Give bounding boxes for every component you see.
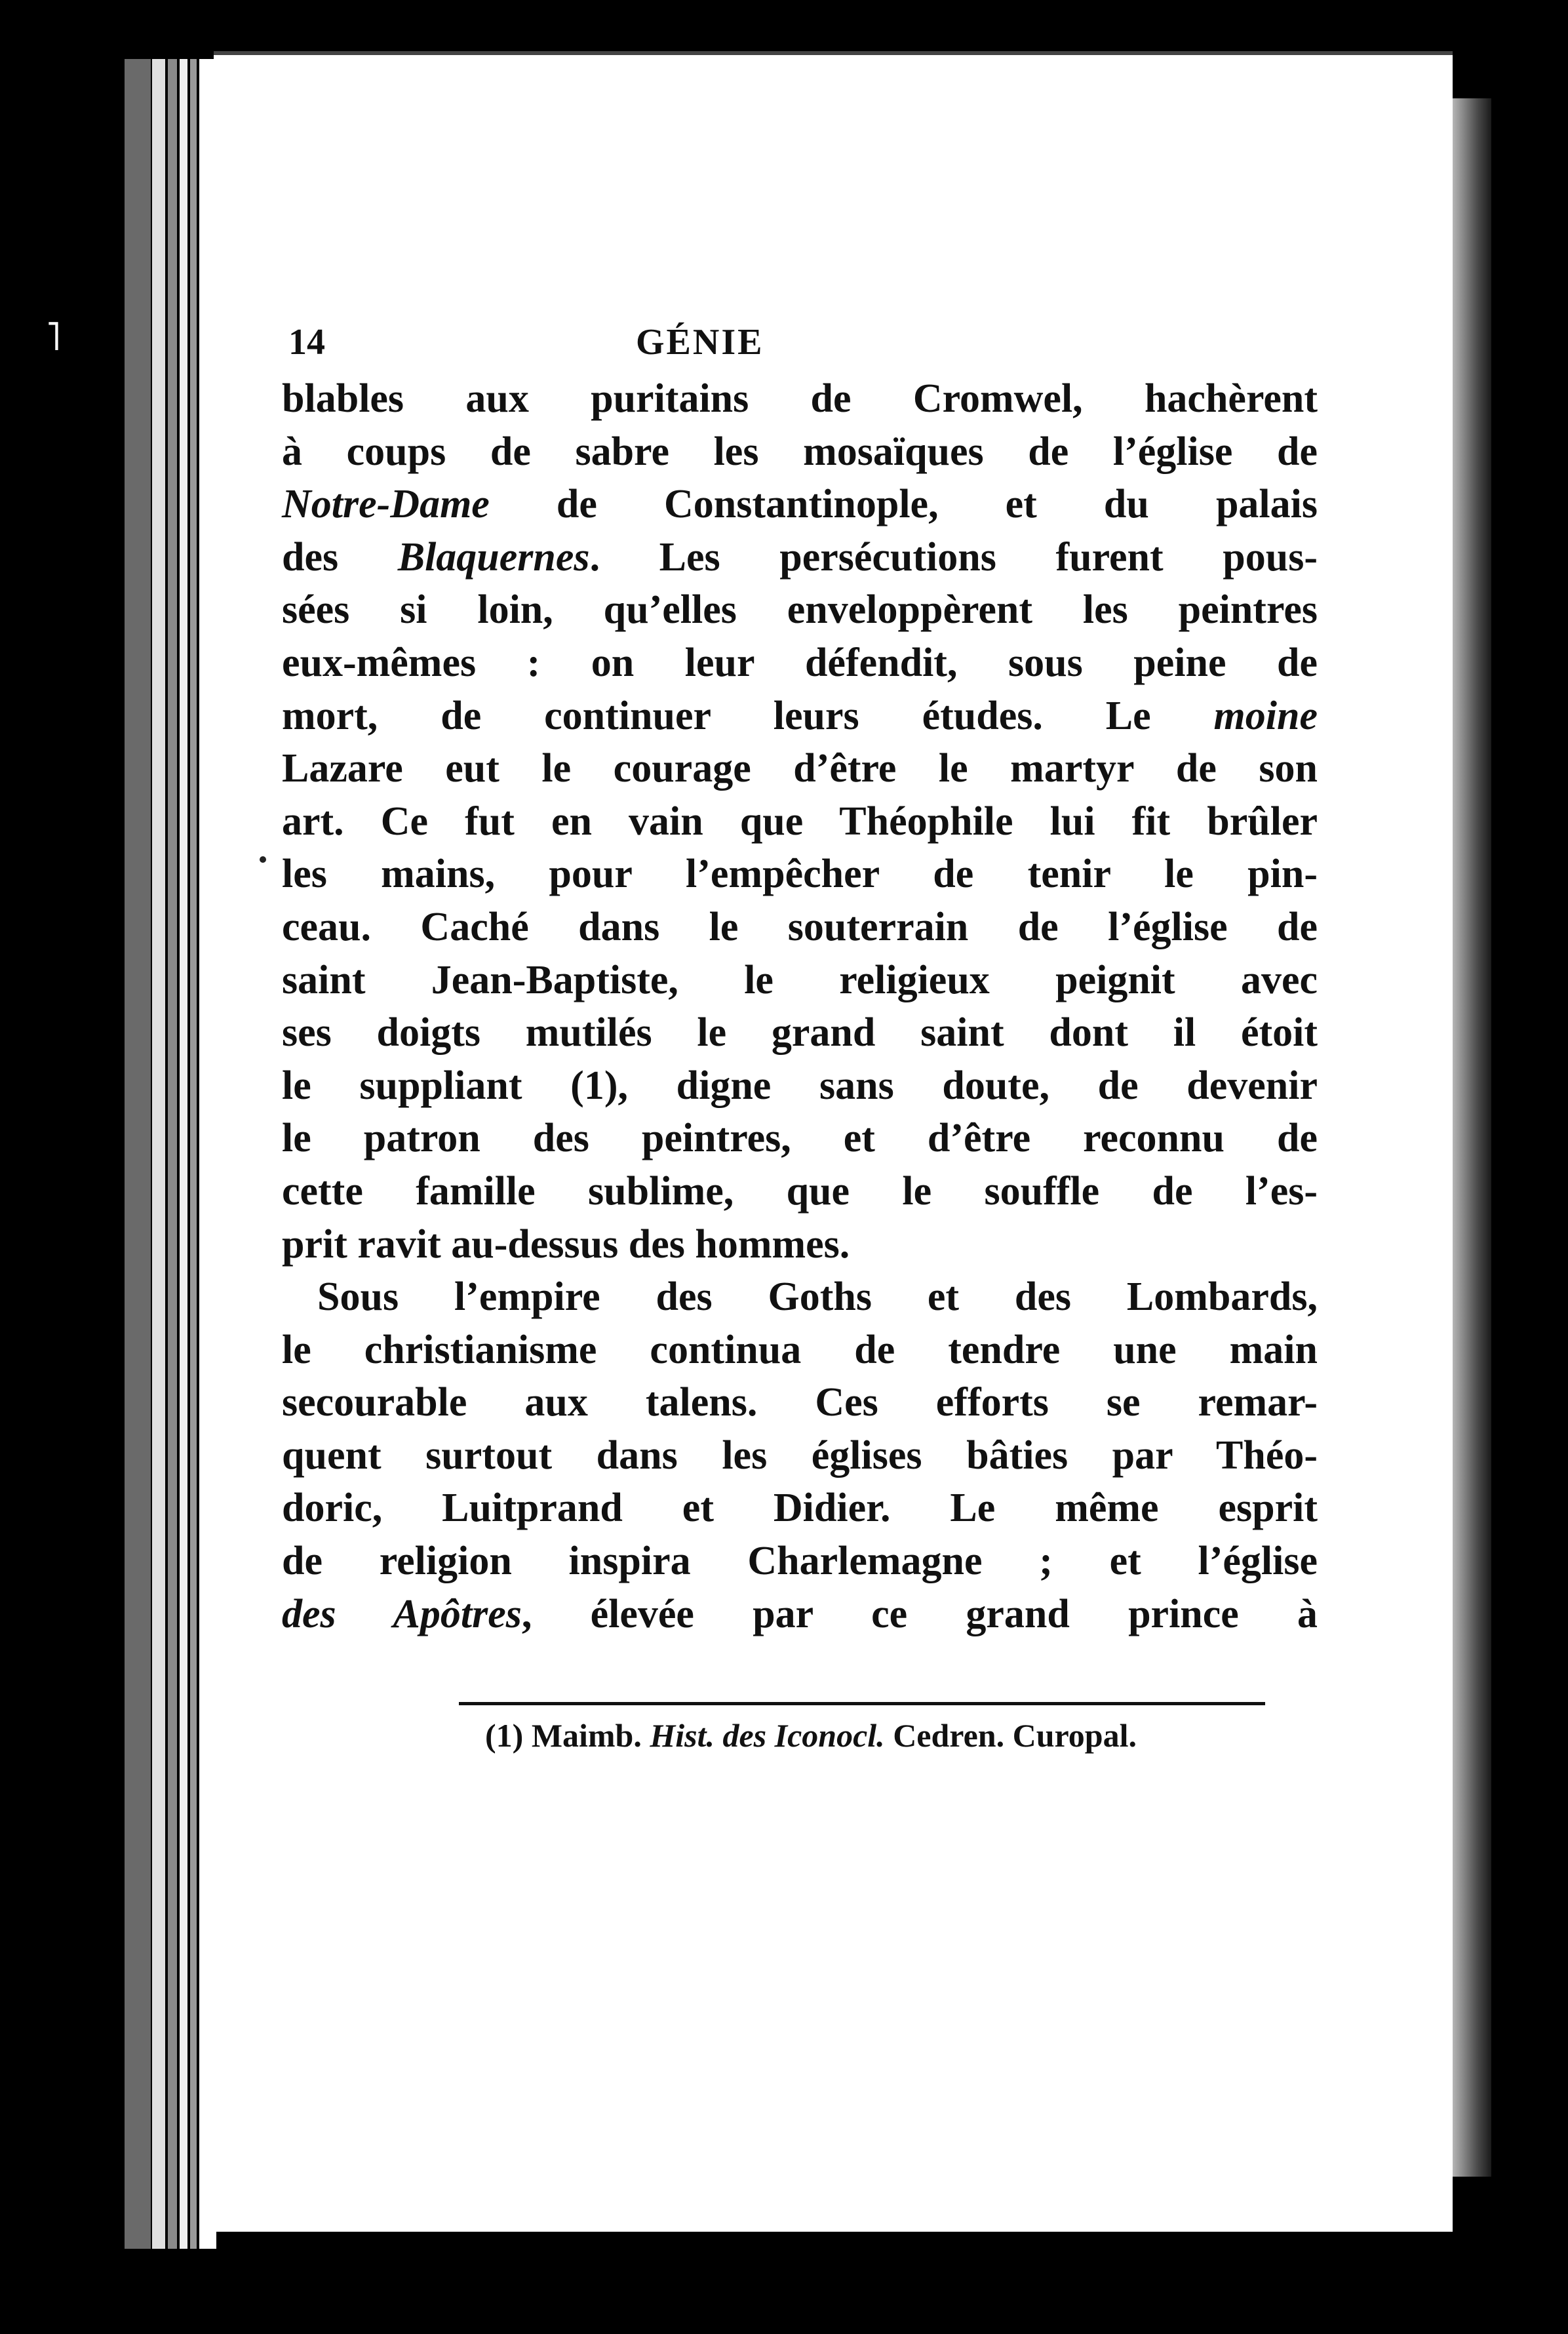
- ink-speck: [260, 856, 266, 863]
- page-edge: [125, 59, 151, 2249]
- page-edge: [190, 59, 197, 2249]
- footnote-author: Maimb.: [531, 1717, 642, 1754]
- text-line: art. Ce fut en vain que Théophile lui fit brûler: [282, 799, 1318, 844]
- text-line: le patron des peintres, et d’être reconnu de: [282, 1116, 1318, 1161]
- scan-mark: ˥: [46, 315, 61, 359]
- text-line: saint Jean-Baptiste, le religieux peignit avec: [282, 957, 1318, 1002]
- text-line: le christianisme continua de tendre une main: [282, 1327, 1318, 1372]
- text-line: de religion inspira Charlemagne ; et l’église: [282, 1539, 1318, 1584]
- body-text: [282, 372, 1318, 1640]
- footnote: [485, 1716, 1137, 1754]
- text-line: le suppliant (1), digne sans doute, de devenir: [282, 1063, 1318, 1108]
- text-line: ses doigts mutilés le grand saint dont il étoit: [282, 1010, 1318, 1056]
- text-line: Sous l’empire des Goths et des Lombards,: [317, 1275, 1318, 1320]
- text-line: blables aux puritains de Cromwel, hachèrent: [282, 376, 1318, 421]
- footnote-rest: Cedren. Curopal.: [893, 1717, 1137, 1754]
- page-edge: [152, 59, 165, 2249]
- paragraph-2: [282, 1271, 1318, 1640]
- text-line: des Blaquernes. Les persécutions furent pous-: [282, 534, 1318, 580]
- text-line: Lazare eut le courage d’être le martyr de son: [282, 746, 1318, 791]
- text-line: secourable aux talens. Ces efforts se remar-: [282, 1380, 1318, 1425]
- text-line: les mains, pour l’empêcher de tenir le pin-: [282, 852, 1318, 897]
- paragraph-1: [282, 372, 1318, 1271]
- text-line: mort, de continuer leurs études. Le moine: [282, 693, 1318, 738]
- footnote-rule: [459, 1702, 1265, 1705]
- running-head: GÉNIE: [636, 322, 764, 363]
- text-line: Notre-Dame de Constantinople, et du palais: [282, 482, 1318, 527]
- text-line: sées si loin, qu’elles enveloppèrent les peintres: [282, 587, 1318, 633]
- page-number: 14: [288, 322, 325, 363]
- page-header: [288, 321, 977, 374]
- page-edge: [168, 59, 177, 2249]
- text-line: prit ravit au-dessus des hommes.: [282, 1221, 850, 1267]
- text-line: doric, Luitprand et Didier. Le même esprit: [282, 1486, 1318, 1531]
- text-line: eux-mêmes : on leur défendit, sous peine de: [282, 640, 1318, 685]
- footnote-title: Hist. des Iconocl.: [650, 1717, 885, 1754]
- text-line: quent surtout dans les églises bâties par Théo-: [282, 1433, 1318, 1478]
- text-line: ceau. Caché dans le souterrain de l’église de: [282, 904, 1318, 949]
- footnote-marker: (1): [485, 1717, 524, 1754]
- text-line: à coups de sabre les mosaïques de l’église de: [282, 429, 1318, 474]
- text-line: cette famille sublime, que le souffle de l’es-: [282, 1168, 1318, 1214]
- page-edge: [180, 59, 187, 2249]
- text-line: des Apôtres, élevée par ce grand prince à: [282, 1591, 1318, 1636]
